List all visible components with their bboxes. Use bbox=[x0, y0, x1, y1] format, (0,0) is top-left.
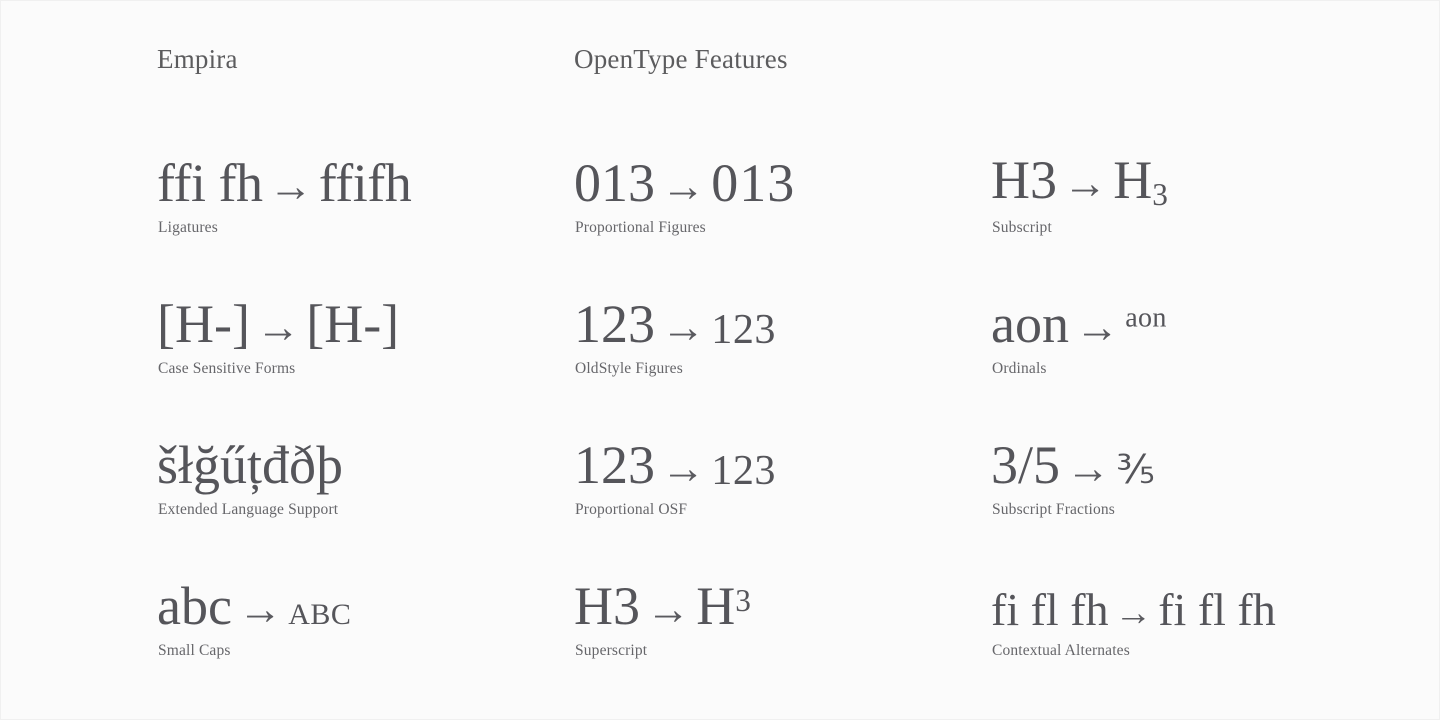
feature-caption: Ordinals bbox=[992, 360, 1047, 377]
sample-after: 123 bbox=[711, 446, 776, 494]
arrow-icon: → bbox=[1114, 592, 1153, 634]
arrow-icon: → bbox=[661, 444, 706, 493]
feature-sample bbox=[574, 153, 796, 213]
headers-row bbox=[0, 44, 1440, 86]
arrow-icon: → bbox=[255, 303, 301, 352]
feature-sample bbox=[991, 294, 1167, 354]
feature-sample bbox=[574, 576, 751, 636]
sample-before: [H-] bbox=[157, 294, 250, 354]
feature-subscript-fractions bbox=[991, 397, 1387, 538]
feature-caption: Subscript Fractions bbox=[992, 501, 1115, 518]
feature-caption: Proportional Figures bbox=[575, 219, 706, 236]
arrow-icon: → bbox=[661, 303, 706, 352]
sample-after-base: H bbox=[696, 576, 736, 636]
feature-caption: Subscript bbox=[992, 219, 1052, 236]
arrow-icon: → bbox=[237, 585, 283, 634]
sample-after-base: H bbox=[1113, 149, 1153, 210]
feature-superscript bbox=[574, 538, 991, 679]
feature-caption: Extended Language Support bbox=[158, 501, 339, 518]
sample-before: 3/5 bbox=[991, 435, 1061, 495]
feature-proportional-figures bbox=[574, 115, 991, 256]
sample-after-superscript: 3 bbox=[735, 582, 751, 618]
sample-before: 123 bbox=[574, 435, 655, 495]
sample-after: ⅗ bbox=[1116, 447, 1156, 492]
arrow-icon: → bbox=[1063, 158, 1108, 208]
feature-caption: Contextual Alternates bbox=[992, 642, 1130, 659]
feature-sample bbox=[574, 294, 776, 354]
sample-after: 123 bbox=[711, 305, 776, 353]
arrow-icon: → bbox=[646, 585, 691, 634]
typeface-name: Empira bbox=[157, 44, 238, 74]
feature-caption: OldStyle Figures bbox=[575, 360, 683, 377]
feature-sample bbox=[574, 435, 776, 495]
feature-sample bbox=[157, 294, 400, 354]
sample-before: fi fl fh bbox=[991, 584, 1109, 635]
arrow-icon: → bbox=[1074, 303, 1120, 352]
feature-sample bbox=[157, 153, 412, 213]
feature-sample bbox=[157, 576, 352, 636]
sample-after: abc bbox=[288, 587, 352, 634]
sample-after: 013 bbox=[711, 153, 796, 213]
feature-oldstyle-figures bbox=[574, 256, 991, 397]
arrow-icon: → bbox=[1066, 444, 1111, 493]
sample-before: abc bbox=[157, 576, 232, 636]
feature-caption: Proportional OSF bbox=[575, 501, 688, 518]
section-title-opentype-features: OpenType Features bbox=[574, 44, 788, 74]
feature-caption: Ligatures bbox=[158, 219, 218, 236]
feature-sample bbox=[991, 435, 1156, 495]
feature-sample: šłğűțđðþ bbox=[157, 435, 344, 495]
sample-after: fi fl fh bbox=[1158, 584, 1276, 635]
feature-ordinals bbox=[991, 256, 1387, 397]
sample-before: 013 bbox=[574, 153, 655, 213]
sample-before: H3 bbox=[574, 576, 640, 636]
sample-after: [H-] bbox=[306, 294, 400, 354]
feature-case-sensitive-forms bbox=[157, 256, 574, 397]
feature-caption: Superscript bbox=[575, 642, 648, 659]
feature-extended-language-support bbox=[157, 397, 574, 538]
sample-before: H3 bbox=[991, 149, 1057, 210]
arrow-icon: → bbox=[661, 162, 706, 211]
feature-small-caps bbox=[157, 538, 574, 679]
sample-before: ffi fh bbox=[157, 153, 263, 213]
feature-grid bbox=[157, 115, 1387, 679]
feature-sample bbox=[991, 149, 1168, 212]
sample-after-subscript: 3 bbox=[1152, 176, 1168, 212]
sample-before: aon bbox=[991, 294, 1069, 354]
feature-contextual-alternates bbox=[991, 538, 1387, 679]
sample-before: 123 bbox=[574, 294, 655, 354]
feature-ligatures bbox=[157, 115, 574, 256]
sample-after: ffifh bbox=[318, 153, 412, 213]
sample-after: aon bbox=[1125, 302, 1167, 334]
feature-subscript bbox=[991, 115, 1387, 256]
feature-proportional-osf bbox=[574, 397, 991, 538]
arrow-icon: → bbox=[268, 162, 313, 211]
feature-sample bbox=[991, 584, 1276, 635]
feature-caption: Case Sensitive Forms bbox=[158, 360, 296, 377]
feature-caption: Small Caps bbox=[158, 642, 231, 659]
